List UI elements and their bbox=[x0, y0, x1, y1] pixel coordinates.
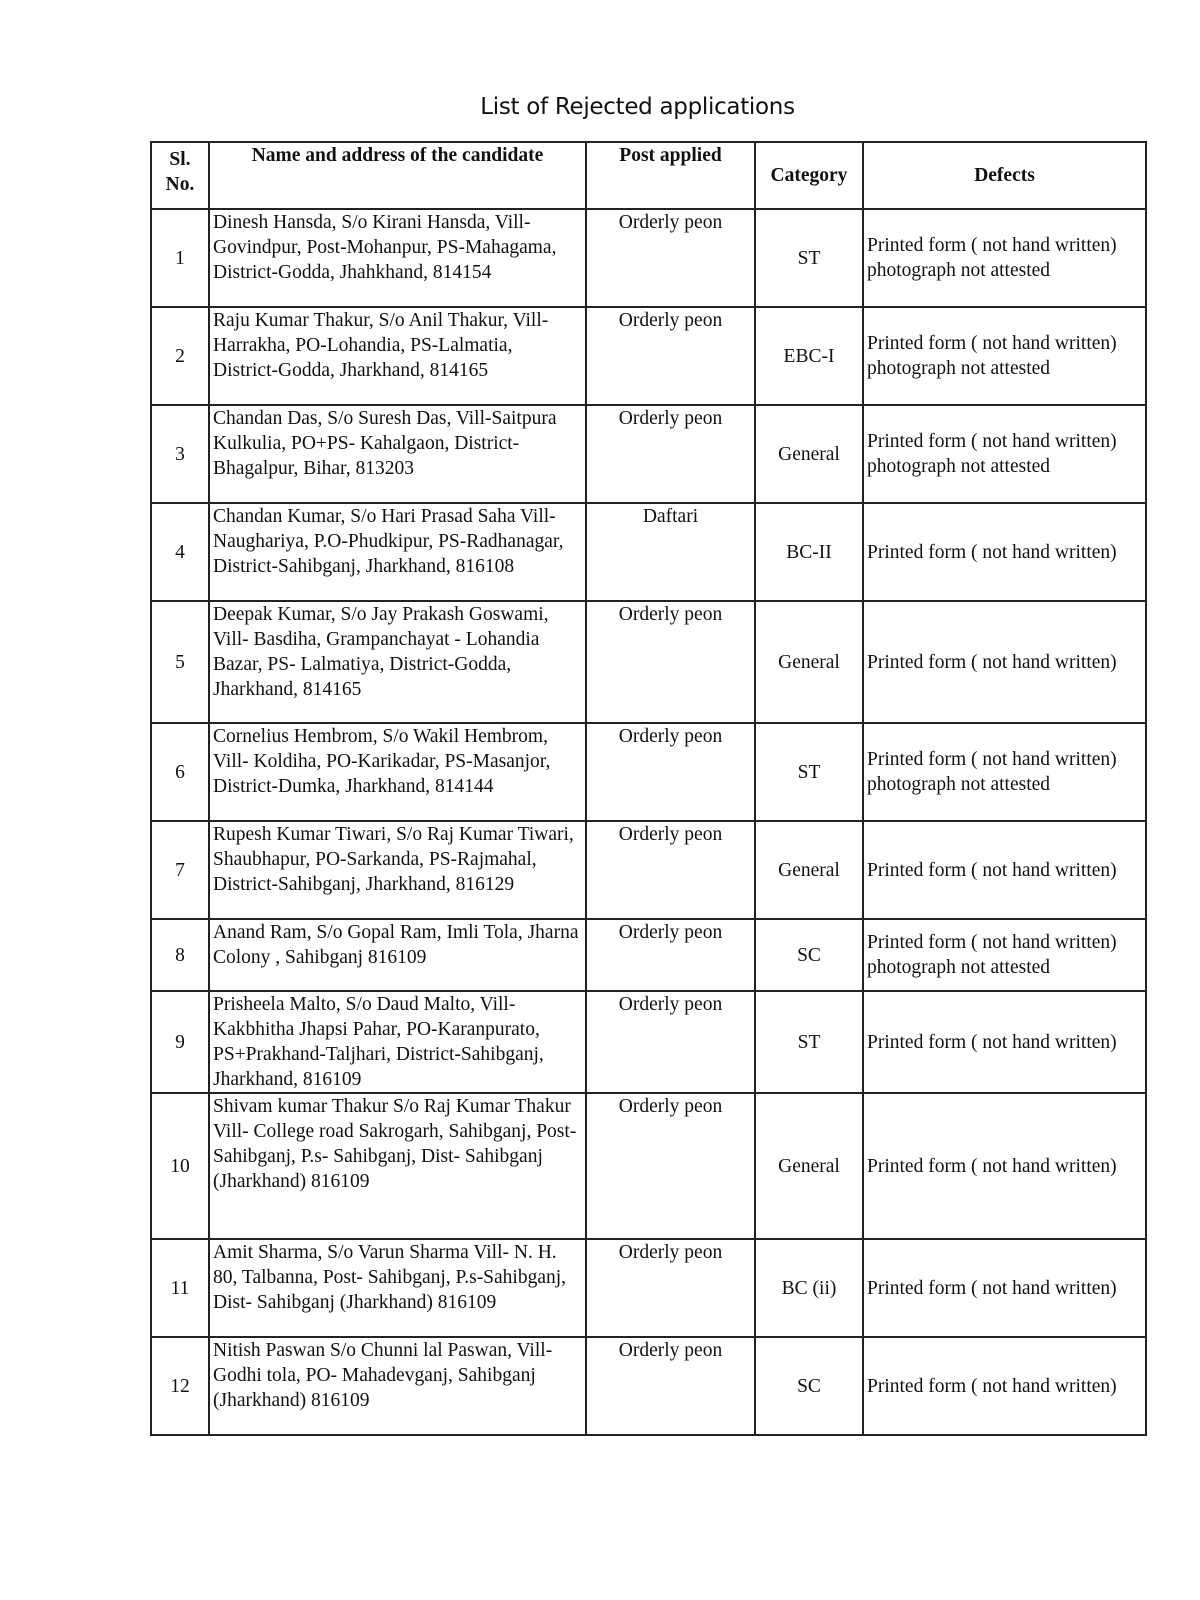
cell-defects: Printed form ( not hand written) bbox=[863, 1093, 1146, 1239]
cell-name-address: Deepak Kumar, S/o Jay Prakash Goswami, Vill- Basdiha, Grampanchayat - Lohandia Bazar, PS- Lalmatiya, District-Godda, Jharkhand, 814165 bbox=[209, 601, 586, 723]
cell-sl-no: 2 bbox=[151, 307, 209, 405]
cell-post-applied: Orderly peon bbox=[586, 1239, 755, 1337]
cell-sl-no: 5 bbox=[151, 601, 209, 723]
cell-defects: Printed form ( not hand written) bbox=[863, 503, 1146, 601]
table-row bbox=[151, 723, 1146, 821]
table-header-row bbox=[151, 142, 1146, 209]
cell-name-address: Prisheela Malto, S/o Daud Malto, Vill-Kakbhitha Jhapsi Pahar, PO-Karanpurato, PS+Prakhand-Taljhari, District-Sahibganj, Jharkhand, 816109 bbox=[209, 991, 586, 1093]
cell-name-address: Shivam kumar Thakur S/o Raj Kumar Thakur Vill- College road Sakrogarh, Sahibganj, Post-Sahibganj, P.s- Sahibganj, Dist- Sahibganj (Jharkhand) 816109 bbox=[209, 1093, 586, 1239]
header-post-applied: Post applied bbox=[586, 142, 755, 209]
cell-defects: Printed form ( not hand written) bbox=[863, 601, 1146, 723]
cell-category: General bbox=[755, 405, 863, 503]
cell-name-address: Anand Ram, S/o Gopal Ram, Imli Tola, Jharna Colony , Sahibganj 816109 bbox=[209, 919, 586, 991]
cell-defects: Printed form ( not hand written) bbox=[863, 821, 1146, 919]
header-name-address: Name and address of the candidate bbox=[209, 142, 586, 209]
cell-name-address: Rupesh Kumar Tiwari, S/o Raj Kumar Tiwari, Shaubhapur, PO-Sarkanda, PS-Rajmahal, District-Sahibganj, Jharkhand, 816129 bbox=[209, 821, 586, 919]
header-sl-no: Sl. No. bbox=[151, 142, 209, 209]
header-category: Category bbox=[755, 142, 863, 209]
cell-sl-no: 12 bbox=[151, 1337, 209, 1435]
cell-category: BC (ii) bbox=[755, 1239, 863, 1337]
cell-category: SC bbox=[755, 1337, 863, 1435]
cell-post-applied: Orderly peon bbox=[586, 601, 755, 723]
cell-defects: Printed form ( not hand written) photograph not attested bbox=[863, 307, 1146, 405]
cell-category: SC bbox=[755, 919, 863, 991]
cell-name-address: Chandan Kumar, S/o Hari Prasad Saha Vill- Naughariya, P.O-Phudkipur, PS-Radhanagar, District-Sahibganj, Jharkhand, 816108 bbox=[209, 503, 586, 601]
cell-post-applied: Orderly peon bbox=[586, 723, 755, 821]
cell-category: ST bbox=[755, 991, 863, 1093]
cell-name-address: Amit Sharma, S/o Varun Sharma Vill- N. H. 80, Talbanna, Post- Sahibganj, P.s-Sahibganj, Dist- Sahibganj (Jharkhand) 816109 bbox=[209, 1239, 586, 1337]
cell-defects: Printed form ( not hand written) bbox=[863, 1239, 1146, 1337]
cell-post-applied: Orderly peon bbox=[586, 919, 755, 991]
cell-name-address: Dinesh Hansda, S/o Kirani Hansda, Vill-Govindpur, Post-Mohanpur, PS-Mahagama, District-Godda, Jhahkhand, 814154 bbox=[209, 209, 586, 307]
cell-post-applied: Orderly peon bbox=[586, 1337, 755, 1435]
cell-name-address: Chandan Das, S/o Suresh Das, Vill-Saitpura Kulkulia, PO+PS- Kahalgaon, District- Bhagalpur, Bihar, 813203 bbox=[209, 405, 586, 503]
table-row bbox=[151, 1093, 1146, 1239]
cell-name-address: Nitish Paswan S/o Chunni lal Paswan, Vill- Godhi tola, PO- Mahadevganj, Sahibganj (Jharkhand) 816109 bbox=[209, 1337, 586, 1435]
cell-sl-no: 7 bbox=[151, 821, 209, 919]
table-row bbox=[151, 307, 1146, 405]
table-row bbox=[151, 601, 1146, 723]
cell-category: ST bbox=[755, 723, 863, 821]
cell-defects: Printed form ( not hand written) photograph not attested bbox=[863, 919, 1146, 991]
cell-defects: Printed form ( not hand written) bbox=[863, 1337, 1146, 1435]
cell-post-applied: Daftari bbox=[586, 503, 755, 601]
cell-defects: Printed form ( not hand written) photograph not attested bbox=[863, 405, 1146, 503]
table-row bbox=[151, 503, 1146, 601]
table-row bbox=[151, 209, 1146, 307]
page-title: List of Rejected applications bbox=[480, 94, 795, 120]
cell-sl-no: 9 bbox=[151, 991, 209, 1093]
cell-category: General bbox=[755, 1093, 863, 1239]
cell-sl-no: 11 bbox=[151, 1239, 209, 1337]
cell-sl-no: 4 bbox=[151, 503, 209, 601]
table-body bbox=[151, 209, 1146, 1435]
cell-post-applied: Orderly peon bbox=[586, 821, 755, 919]
cell-post-applied: Orderly peon bbox=[586, 307, 755, 405]
table-row bbox=[151, 821, 1146, 919]
table-row bbox=[151, 1239, 1146, 1337]
table-row bbox=[151, 919, 1146, 991]
cell-category: General bbox=[755, 821, 863, 919]
cell-name-address: Cornelius Hembrom, S/o Wakil Hembrom, Vill- Koldiha, PO-Karikadar, PS-Masanjor, District-Dumka, Jharkhand, 814144 bbox=[209, 723, 586, 821]
cell-sl-no: 8 bbox=[151, 919, 209, 991]
cell-category: General bbox=[755, 601, 863, 723]
cell-name-address: Raju Kumar Thakur, S/o Anil Thakur, Vill- Harrakha, PO-Lohandia, PS-Lalmatia, District-Godda, Jharkhand, 814165 bbox=[209, 307, 586, 405]
cell-post-applied: Orderly peon bbox=[586, 209, 755, 307]
cell-category: ST bbox=[755, 209, 863, 307]
cell-sl-no: 10 bbox=[151, 1093, 209, 1239]
table-row bbox=[151, 1337, 1146, 1435]
cell-sl-no: 1 bbox=[151, 209, 209, 307]
cell-post-applied: Orderly peon bbox=[586, 405, 755, 503]
cell-sl-no: 6 bbox=[151, 723, 209, 821]
cell-category: BC-II bbox=[755, 503, 863, 601]
cell-defects: Printed form ( not hand written) photograph not attested bbox=[863, 209, 1146, 307]
header-defects: Defects bbox=[863, 142, 1146, 209]
table-row bbox=[151, 405, 1146, 503]
rejected-applications-table bbox=[150, 141, 1147, 1436]
cell-post-applied: Orderly peon bbox=[586, 991, 755, 1093]
cell-sl-no: 3 bbox=[151, 405, 209, 503]
cell-defects: Printed form ( not hand written) bbox=[863, 991, 1146, 1093]
cell-defects: Printed form ( not hand written) photograph not attested bbox=[863, 723, 1146, 821]
table-row bbox=[151, 991, 1146, 1093]
cell-category: EBC-I bbox=[755, 307, 863, 405]
cell-post-applied: Orderly peon bbox=[586, 1093, 755, 1239]
